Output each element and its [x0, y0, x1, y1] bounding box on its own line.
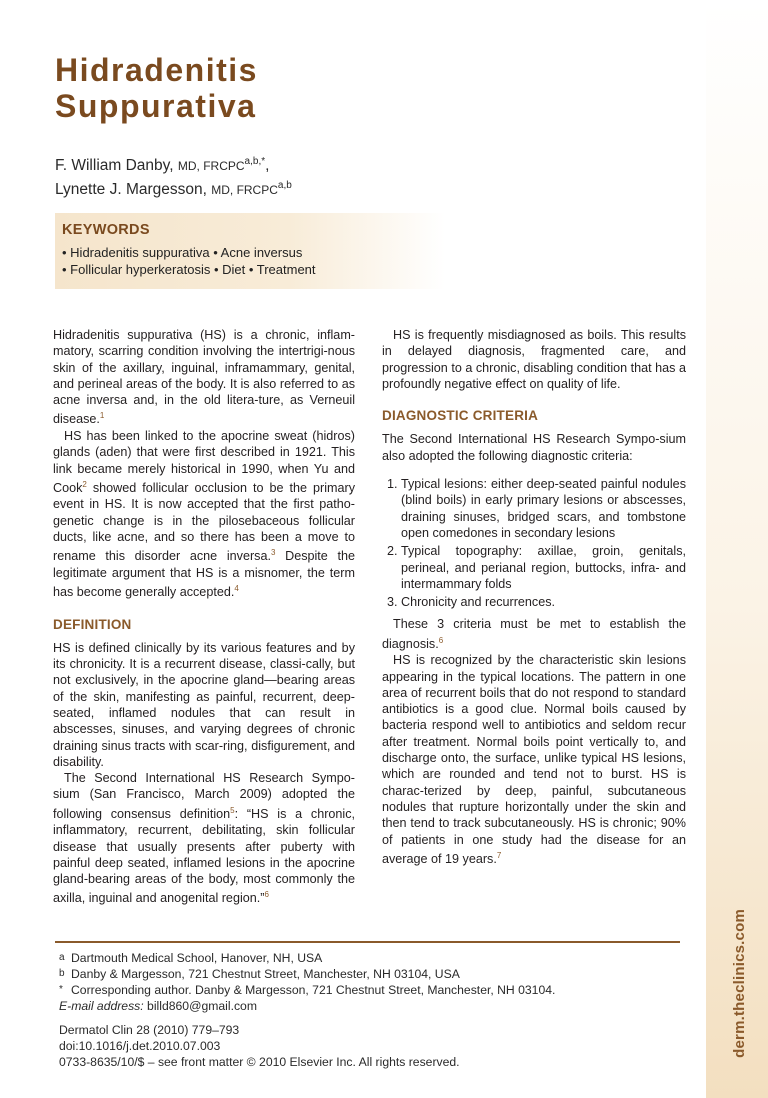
definition-paragraph: HS is defined clinically by its various features and by its chronicity. It is a recurrent disease, classi-cally, but not exclusively, in the apocrine gland—bearing areas of the skin, manifesting as painful, recurrent, deep-seated, inflamed nodules that can result in abscesses, sinuses, and varying degrees of chronic draining sinus tracts with scar-ring, disfigurement, and disability. [53, 640, 355, 769]
misdiagnosis-paragraph: HS is frequently misdiagnosed as boils. This results in delayed diagnosis, fragmented care, and progression to a chronic, disabling condition that has a profoundly negative effect on quality of life. [382, 328, 686, 391]
journal-citation: Dermatol Clin 28 (2010) 779–793 [59, 1023, 240, 1037]
author-2-degree: MD, FRCPC [211, 183, 278, 198]
author-2-name: Lynette J. Margesson, [55, 181, 212, 199]
history-text-b: showed follicular occlusion to be the primary event in HS. It is now accepted that the first patho-genetic change is in the pilosebaceous follicular ducts, like acne, and so there has been a move to rename this disorder acne inversa. [53, 481, 355, 564]
criteria-item: 1. Typical lesions: either deep-seated painful nodules (blind boils) in early primary lesions or abscesses, draining sinuses, bridged scars, and tombstone open comedones in secondary lesions [401, 476, 686, 541]
footnote-text: Corresponding author. Danby & Margesson, 721 Chestnut Street, Manchester, NH 03104. [71, 983, 556, 997]
article-title [55, 52, 258, 124]
author-1 [55, 152, 292, 176]
intro-text: Hidradenitis suppurativa (HS) is a chronic, inflam-matory, scarring condition involving the intertrigi-nous skin of the axillary, inguinal, inframammary, genital, and perineal areas of the body. It is also referred to as acne inversa and, in the old litera-ture, as Verneuil disease. [53, 328, 355, 427]
footnote-email [59, 998, 555, 1014]
footnote-corresponding [59, 982, 555, 998]
footnote-text: Dartmouth Medical School, Hanover, NH, USA [71, 951, 323, 965]
intro-paragraph [53, 327, 355, 428]
footnote-a [59, 950, 555, 966]
history-paragraph [53, 428, 355, 601]
title-line-1: Hidradenitis [55, 52, 258, 88]
criteria-intro-paragraph: The Second International HS Research Sympo-sium also adopted the following diagnostic criteria: [382, 432, 686, 463]
criteria-item: 3. Chronicity and recurrences. [401, 594, 686, 610]
recognition-text: HS is recognized by the characteristic skin lesions appearing in the typical locations. The pattern in one area of recurrent boils that do not respond to standard antibiotics is a good clue. Normal boils caused by bacteria respond well to antibiotics and seldom recur after treatment. Normal boils point vertically to, and discharge onto, the surface, unlike typical HS lesions, which are rounded and tend not to burst. HS is charac-terized by deep, painful, subcutaneous nodules that rupture horizontally under the skin and then tend to track subcutaneously. HS is chronic; 90% of patients in one study had the disease for an average of 19 years. [382, 653, 686, 866]
keywords-line-2: • Follicular hyperkeratosis • Diet • Treatment [62, 262, 316, 277]
author-list [55, 152, 292, 200]
citation-block [59, 1022, 460, 1070]
ref-link[interactable]: 1 [99, 411, 105, 421]
footnote-mark: b [59, 968, 65, 979]
left-column [53, 327, 355, 907]
right-column [382, 327, 686, 867]
title-line-2: Suppurativa [55, 88, 257, 124]
footnote-text: Danby & Margesson, 721 Chestnut Street, Manchester, NH 03104, USA [71, 967, 460, 981]
criteria-item: 2. Typical topography: axillae, groin, genitals, perineal, and perianal region, buttocks, infra- and intermammary folds [401, 543, 686, 592]
author-1-degree: MD, FRCPC [177, 159, 245, 174]
copyright-line: 0733-8635/10/$ – see front matter © 2010 Elsevier Inc. All rights reserved. [59, 1055, 460, 1069]
footnote-divider [55, 941, 680, 943]
email-label: E-mail address: [59, 999, 144, 1013]
doi-link[interactable]: doi:10.1016/j.det.2010.07.003 [59, 1039, 221, 1053]
keywords-line-1: • Hidradenitis suppurativa • Acne inversus [62, 245, 303, 260]
footnotes [59, 950, 555, 1014]
consensus-text-a: The Second International HS Research Sympo-sium (San Francisco, March 2009) adopted the following consensus definition [53, 771, 355, 821]
footnote-mark: * [59, 984, 63, 995]
consensus-paragraph [53, 770, 355, 907]
ref-link[interactable]: 4 [234, 584, 239, 594]
footnote-mark: a [59, 952, 65, 963]
ref-link[interactable]: 5 [230, 805, 235, 815]
criteria-requirement-text: These 3 criteria must be met to establish the diagnosis. [382, 617, 686, 651]
keywords-box [55, 213, 445, 289]
ref-link[interactable]: 7 [496, 850, 502, 860]
keywords-heading: KEYWORDS [62, 222, 150, 238]
history-text-a: HS has been linked to the apocrine sweat (hidros) glands (aden) that were first described in 1921. This link became merely historical in 1990, when Yu and Cook [53, 428, 355, 496]
ref-link[interactable]: 6 [438, 635, 444, 645]
email-link[interactable]: billd860@gmail.com [143, 999, 257, 1013]
consensus-text-b: : “HS is a chronic, inflammatory, recurrent, debilitating, skin follicular disease that usually presents after puberty with painful deep seated, inflamed lesions in the apocrine gland-bearing areas of the body, most commonly the axilla, inguinal and anogenital region.” [53, 806, 355, 906]
author-1-comma: , [265, 157, 270, 175]
journal-url: derm.theclinics.com [731, 909, 748, 1058]
history-text-c: Despite the legitimate argument that HS is a misnomer, the term has become generally accepted. [53, 549, 355, 600]
criteria-requirement-paragraph [382, 616, 686, 652]
diagnostic-criteria-heading: DIAGNOSTIC CRITERIA [382, 408, 539, 424]
footnote-b [59, 966, 555, 982]
ref-link[interactable]: 6 [264, 890, 269, 900]
author-2-affiliation: a,b [277, 180, 292, 192]
side-bar [706, 0, 768, 1098]
recognition-paragraph [382, 652, 686, 867]
ref-link[interactable]: 2 [82, 479, 87, 489]
author-1-affiliation: a,b,* [244, 156, 266, 167]
author-2 [55, 176, 292, 200]
definition-heading: DEFINITION [53, 616, 132, 632]
ref-link[interactable]: 3 [270, 548, 276, 558]
criteria-list [382, 476, 686, 610]
author-1-name: F. William Danby, [55, 157, 178, 175]
